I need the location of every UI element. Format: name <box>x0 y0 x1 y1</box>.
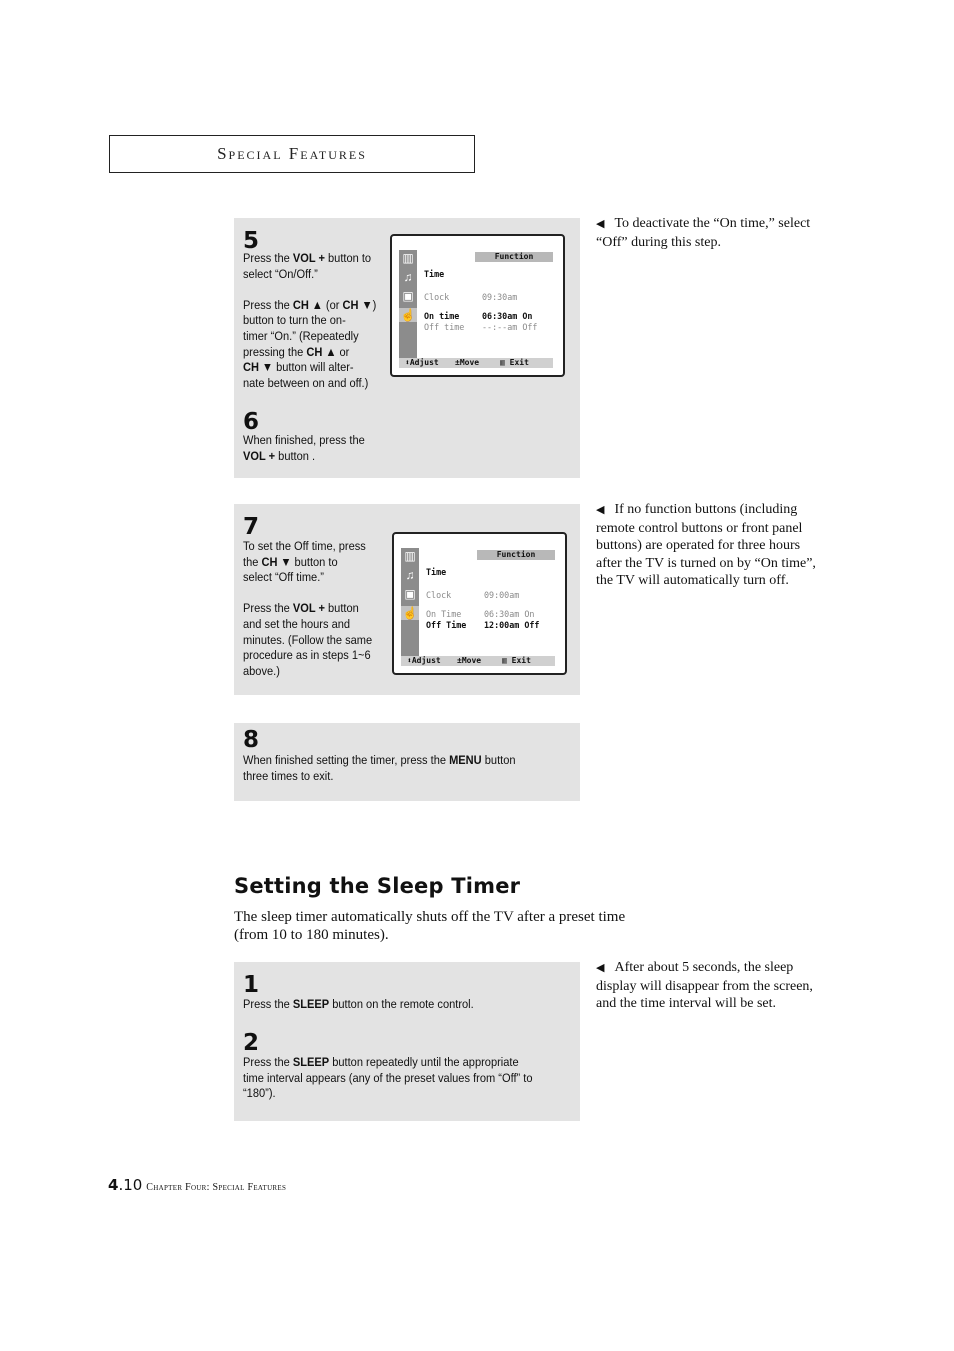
channel-menu-icon: ▣ <box>404 587 416 601</box>
on-time-value: 06:30am On <box>482 311 533 321</box>
sleep-steps-panel <box>234 962 580 1121</box>
function-menu-icon: ☝ <box>402 606 418 620</box>
note-on-time: ◀ To deactivate the “On time,” select “Off” during this step. <box>596 216 811 250</box>
tv-menu-screen-on-time <box>390 234 565 377</box>
page-number-suffix: .10 <box>118 1176 143 1194</box>
step-number-1: 1 <box>243 972 260 998</box>
menu-sidebar <box>401 548 419 657</box>
off-time-label: Off Time <box>426 620 467 630</box>
off-time-value: 12:00am Off <box>484 620 540 630</box>
step-number-2: 2 <box>243 1030 260 1056</box>
step-number-7: 7 <box>243 514 260 540</box>
menu-title: Function <box>475 252 553 262</box>
picture-menu-icon: ▥ <box>402 251 414 265</box>
menu-help-bar <box>399 358 553 368</box>
menu-heading: Time <box>426 567 447 577</box>
note-auto-off: ◀ If no function buttons (including remote control buttons or front panel buttons) are operated for three hours after the TV is turned on by “On time”, the TV will automatically turn off. <box>596 502 816 589</box>
step-number-6: 6 <box>243 409 260 435</box>
pointer-arrow-icon: ◀ <box>596 218 605 230</box>
section-header-title: Special Features <box>217 144 367 163</box>
clock-label: Clock <box>424 292 450 302</box>
menu-heading: Time <box>424 269 445 279</box>
plus-minus-icon: ± <box>455 358 460 367</box>
menu-help-bar <box>401 656 555 666</box>
on-time-value: 06:30am On <box>484 609 535 619</box>
pointer-arrow-icon: ◀ <box>596 962 605 974</box>
function-menu-icon: ☝ <box>400 308 416 322</box>
step-8-panel <box>234 723 580 801</box>
menu-button-icon: ▥ <box>502 656 512 665</box>
sound-menu-icon: ♫ <box>405 568 415 582</box>
sleep-step-1-text: Press the SLEEP button on the remote control. <box>243 997 474 1011</box>
note-sleep-display: ◀ After about 5 seconds, the sleep display will disappear from the screen, and the time interval will be set. <box>596 960 813 1012</box>
adjust-hint: ⬍Adjust <box>405 358 439 367</box>
move-hint: ±Move <box>457 656 482 665</box>
picture-menu-icon: ▥ <box>404 549 416 563</box>
channel-menu-icon: ▣ <box>402 289 414 303</box>
off-time-value: --:--am Off <box>482 322 538 332</box>
clock-value: 09:00am <box>484 590 520 600</box>
step-7-text: To set the Off time, press the CH ▼ button to select “Off time.” Press the VOL + button and set the hours and minutes. (Follow the same procedure as in steps 1~6 above.) <box>243 539 373 678</box>
step-5-text: Press the VOL + button to select “On/Off.” Press the CH ▲ (or CH ▼) button to turn the on- timer “On.” (Repeatedly pressing the CH ▲ or CH ▼ button will alter- nate between on and off.) <box>243 251 377 390</box>
step-6-text: When finished, press the VOL + button . <box>243 433 365 463</box>
pointer-arrow-icon: ◀ <box>596 504 605 516</box>
menu-button-icon: ▥ <box>500 358 510 367</box>
sleep-step-2-text: Press the SLEEP button repeatedly until the appropriate time interval appears (any of the preset values from “Off” to “180”). <box>243 1055 533 1101</box>
sleep-timer-heading: Setting the Sleep Timer <box>234 874 521 898</box>
step-8-text: When finished setting the timer, press the MENU button three times to exit. <box>243 753 516 783</box>
plus-minus-icon: ± <box>457 656 462 665</box>
menu-title: Function <box>477 550 555 560</box>
section-header-box <box>109 135 475 173</box>
off-time-label: Off time <box>424 322 465 332</box>
updown-icon: ⬍ <box>407 656 412 665</box>
on-time-label: On Time <box>426 609 462 619</box>
sound-menu-icon: ♫ <box>403 270 413 284</box>
page-number: 4 <box>108 1176 119 1194</box>
exit-hint: ▥ Exit <box>502 656 531 665</box>
step-7-panel <box>234 504 580 695</box>
move-hint: ±Move <box>455 358 480 367</box>
updown-icon: ⬍ <box>405 358 410 367</box>
clock-value: 09:30am <box>482 292 518 302</box>
step-number-8: 8 <box>243 727 260 753</box>
clock-label: Clock <box>426 590 452 600</box>
adjust-hint: ⬍Adjust <box>407 656 441 665</box>
sleep-timer-intro: The sleep timer automatically shuts off the TV after a preset time (from 10 to 180 minutes). <box>234 909 626 943</box>
menu-sidebar <box>399 250 417 359</box>
tv-menu-screen-off-time <box>392 532 567 675</box>
step-number-5: 5 <box>243 228 260 254</box>
steps-5-6-panel <box>234 218 580 478</box>
exit-hint: ▥ Exit <box>500 358 529 367</box>
chapter-title: Chapter Four: Special Features <box>146 1182 287 1193</box>
page-footer <box>108 1176 286 1194</box>
on-time-label: On time <box>424 311 460 321</box>
